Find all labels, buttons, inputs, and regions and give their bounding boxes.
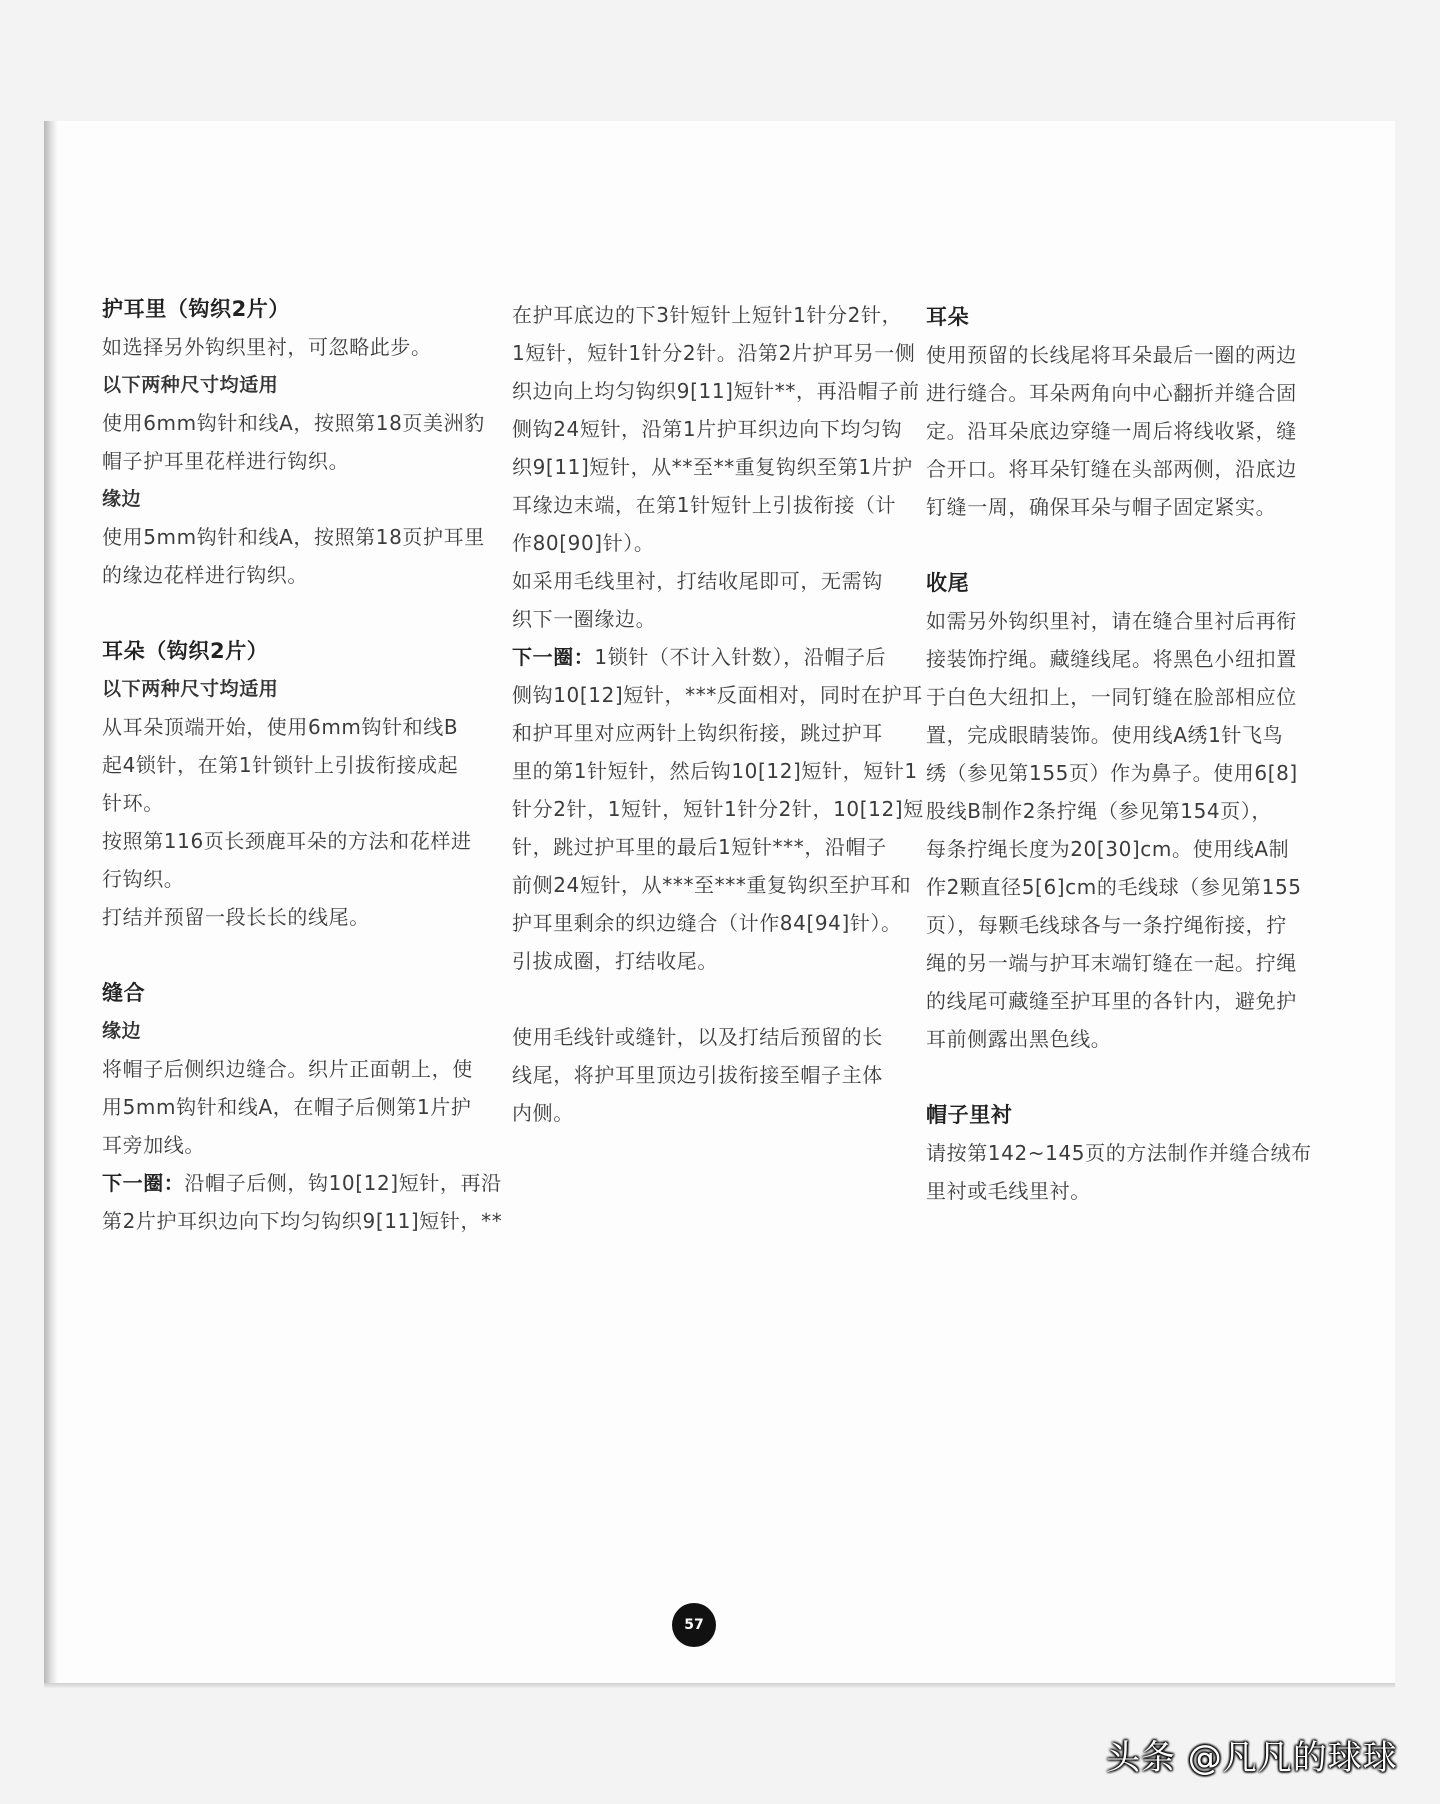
- text-line: [926, 640, 1336, 678]
- text-line: [926, 564, 1336, 602]
- paragraph: [926, 336, 1336, 526]
- heading: [926, 1096, 1336, 1134]
- line-text: 帽子护耳里花样进行钩织。: [102, 449, 350, 473]
- text-line: [102, 974, 512, 1012]
- heading: [926, 564, 1336, 602]
- bold-prefix: 下一圈：: [512, 645, 595, 669]
- text-line: [926, 1134, 1336, 1172]
- line-text: 耳朵: [926, 305, 970, 329]
- text-line: [512, 372, 922, 410]
- line-text: 缝合: [102, 981, 146, 1005]
- line-text: 在护耳底边的下3针短针上短针1针分2针，: [512, 303, 903, 327]
- line-text: 针分2针，1短针，短针1针分2针，10[12]短: [512, 797, 924, 821]
- text-line: [926, 982, 1336, 1020]
- column-left: [102, 290, 512, 1240]
- text-line: [102, 670, 512, 708]
- text-line: [926, 336, 1336, 374]
- line-text: 将帽子后侧织边缝合。织片正面朝上，使: [102, 1057, 473, 1081]
- line-text: 侧钩10[12]短针，***反面相对，同时在护耳: [512, 683, 923, 707]
- text-line: [512, 942, 922, 980]
- text-line: [512, 600, 922, 638]
- line-text: 织边向上均匀钩织9[11]短针**，再沿帽子前: [512, 379, 920, 403]
- paragraph: [102, 822, 512, 898]
- line-text: 缘边: [102, 488, 142, 510]
- section: [926, 564, 1336, 1058]
- line-text: 第2片护耳织边向下均匀钩织9[11]短针，**: [102, 1209, 503, 1233]
- paragraph: [102, 518, 512, 594]
- paragraph: [512, 296, 922, 562]
- line-text: 1锁针（不计入针数），沿帽子后: [594, 645, 887, 669]
- line-text: 针，跳过护耳里的最后1短针***，沿帽子: [512, 835, 887, 859]
- line-text: 耳缘边末端，在第1针短针上引拔衔接（计: [512, 493, 897, 517]
- line-text: 织9[11]短针，从**至**重复钩织至第1片护: [512, 455, 913, 479]
- bold-prefix: 下一圈：: [102, 1171, 185, 1195]
- line-text: 耳前侧露出黑色线。: [926, 1027, 1112, 1051]
- line-text: 内侧。: [512, 1101, 574, 1125]
- text-line: [102, 1088, 512, 1126]
- text-line: [926, 754, 1336, 792]
- line-text: 护耳里（钩织2片）: [102, 297, 291, 321]
- line-text: 股线B制作2条拧绳（参见第154页），: [926, 799, 1273, 823]
- text-line: [926, 1172, 1336, 1210]
- section: [512, 1018, 922, 1132]
- line-text: 如需另外钩织里衬，请在缝合里衬后再衔: [926, 609, 1297, 633]
- line-text: 使用预留的长线尾将耳朵最后一圈的两边: [926, 343, 1297, 367]
- text-line: [926, 716, 1336, 754]
- section: [102, 974, 512, 1240]
- line-text: 和护耳里对应两针上钩织衔接，跳过护耳: [512, 721, 883, 745]
- text-line: [102, 1050, 512, 1088]
- text-line: [102, 860, 512, 898]
- column-middle: [512, 296, 922, 1132]
- paragraph: [102, 708, 512, 822]
- section: [926, 298, 1336, 526]
- paragraph: [102, 898, 512, 936]
- line-text: 使用5mm钩针和线A，按照第18页护耳里: [102, 525, 485, 549]
- line-text: 于白色大纽扣上，一同钉缝在脸部相应位: [926, 685, 1297, 709]
- text-line: [102, 708, 512, 746]
- text-line: [512, 524, 922, 562]
- text-line: [102, 366, 512, 404]
- subheading: [102, 670, 512, 708]
- text-line: [102, 480, 512, 518]
- text-line: [102, 328, 512, 366]
- subheading: [102, 366, 512, 404]
- line-text: 的线尾可藏缝至护耳里的各针内，避免护: [926, 989, 1297, 1013]
- text-line: [512, 676, 922, 714]
- line-text: 耳朵（钩织2片）: [102, 639, 269, 663]
- line-text: 沿帽子后侧，钩10[12]短针，再沿: [184, 1171, 502, 1195]
- line-text: 定。沿耳朵底边穿缝一周后将线收紧，缝: [926, 419, 1297, 443]
- watermark: 头条 @凡凡的球球: [1106, 1738, 1398, 1778]
- text-line: [926, 906, 1336, 944]
- text-line: [102, 1012, 512, 1050]
- text-line: [512, 486, 922, 524]
- line-text: 请按第142~145页的方法制作并缝合绒布: [926, 1141, 1312, 1165]
- paragraph: [926, 602, 1336, 1058]
- text-line: [102, 632, 512, 670]
- line-text: 线尾，将护耳里顶边引拔衔接至帽子主体: [512, 1063, 883, 1087]
- text-line: [512, 562, 922, 600]
- section: [512, 296, 922, 980]
- line-text: 合开口。将耳朵钉缝在头部两侧，沿底边: [926, 457, 1297, 481]
- paragraph: [512, 638, 922, 980]
- text-line: [512, 866, 922, 904]
- subheading: [102, 480, 512, 518]
- column-right: [926, 298, 1336, 1210]
- line-text: 前侧24短针，从***至***重复钩织至护耳和: [512, 873, 912, 897]
- line-text: 以下两种尺寸均适用: [102, 374, 279, 396]
- text-line: [102, 404, 512, 442]
- line-text: 用5mm钩针和线A，在帽子后侧第1片护: [102, 1095, 472, 1119]
- text-line: [512, 410, 922, 448]
- line-text: 引拔成圈，打结收尾。: [512, 949, 718, 973]
- line-text: 钉缝一周，确保耳朵与帽子固定紧实。: [926, 495, 1277, 519]
- text-line: [102, 1126, 512, 1164]
- text-line: [512, 334, 922, 372]
- text-line: [102, 1164, 512, 1202]
- line-text: 打结并预留一段长长的线尾。: [102, 905, 370, 929]
- text-line: [512, 714, 922, 752]
- text-line: [102, 746, 512, 784]
- text-line: [512, 1056, 922, 1094]
- paragraph: [512, 562, 922, 638]
- line-text: 如选择另外钩织里衬，可忽略此步。: [102, 335, 432, 359]
- page-binding-shadow: [44, 121, 58, 1687]
- line-text: 侧钩24短针，沿第1片护耳织边向下均匀钩: [512, 417, 903, 441]
- text-line: [102, 556, 512, 594]
- line-text: 起4锁针，在第1针锁针上引拔衔接成起: [102, 753, 459, 777]
- line-text: 页），每颗毛线球各与一条拧绳衔接，拧: [926, 913, 1287, 937]
- paragraph: [102, 328, 512, 366]
- line-text: 绳的另一端与护耳末端钉缝在一起。拧绳: [926, 951, 1297, 975]
- heading: [102, 632, 512, 670]
- line-text: 作2颗直径5[6]cm的毛线球（参见第155: [926, 875, 1302, 899]
- text-line: [102, 898, 512, 936]
- text-line: [102, 290, 512, 328]
- text-line: [102, 822, 512, 860]
- line-text: 从耳朵顶端开始，使用6mm钩针和线B: [102, 715, 459, 739]
- text-line: [926, 868, 1336, 906]
- text-line: [512, 904, 922, 942]
- text-line: [512, 790, 922, 828]
- text-line: [102, 442, 512, 480]
- page-bottom-edge: [44, 1683, 1395, 1688]
- line-text: 针环。: [102, 791, 164, 815]
- text-line: [512, 1094, 922, 1132]
- line-text: 每条拧绳长度为20[30]cm。使用线A制: [926, 837, 1290, 861]
- line-text: 以下两种尺寸均适用: [102, 678, 279, 700]
- line-text: 绣（参见第155页）作为鼻子。使用6[8]: [926, 761, 1298, 785]
- page-number-badge: 57: [672, 1603, 716, 1647]
- line-text: 耳旁加线。: [102, 1133, 205, 1157]
- text-line: [512, 448, 922, 486]
- heading: [926, 298, 1336, 336]
- text-line: [926, 678, 1336, 716]
- paragraph: [926, 1134, 1336, 1210]
- text-line: [926, 830, 1336, 868]
- section: [102, 632, 512, 936]
- section: [102, 290, 512, 594]
- text-line: [926, 488, 1336, 526]
- text-line: [926, 298, 1336, 336]
- line-text: 置，完成眼睛装饰。使用线A绣1针飞鸟: [926, 723, 1284, 747]
- line-text: 使用6mm钩针和线A，按照第18页美洲豹: [102, 411, 485, 435]
- text-line: [102, 784, 512, 822]
- line-text: 的缘边花样进行钩织。: [102, 563, 308, 587]
- text-line: [102, 1202, 512, 1240]
- text-line: [512, 752, 922, 790]
- text-line: [102, 518, 512, 556]
- paragraph: [102, 404, 512, 480]
- text-line: [512, 638, 922, 676]
- text-line: [926, 1020, 1336, 1058]
- line-text: 作80[90]针）。: [512, 531, 655, 555]
- text-line: [926, 1096, 1336, 1134]
- line-text: 1短针，短针1针分2针。沿第2片护耳另一侧: [512, 341, 916, 365]
- section: [926, 1096, 1336, 1210]
- text-line: [512, 296, 922, 334]
- text-line: [926, 374, 1336, 412]
- line-text: 使用毛线针或缝针，以及打结后预留的长: [512, 1025, 883, 1049]
- paragraph: [512, 1018, 922, 1132]
- line-text: 织下一圈缘边。: [512, 607, 657, 631]
- line-text: 缘边: [102, 1020, 142, 1042]
- paragraph: [102, 1164, 512, 1240]
- line-text: 按照第116页长颈鹿耳朵的方法和花样进: [102, 829, 472, 853]
- text-line: [926, 602, 1336, 640]
- text-line: [512, 1018, 922, 1056]
- line-text: 收尾: [926, 571, 970, 595]
- text-line: [926, 450, 1336, 488]
- line-text: 行钩织。: [102, 867, 185, 891]
- subheading: [102, 1012, 512, 1050]
- paragraph: [102, 1050, 512, 1164]
- line-text: 护耳里剩余的织边缝合（计作84[94]针）。: [512, 911, 902, 935]
- line-text: 接装饰拧绳。藏缝线尾。将黑色小纽扣置: [926, 647, 1297, 671]
- line-text: 里衬或毛线里衬。: [926, 1179, 1091, 1203]
- line-text: 进行缝合。耳朵两角向中心翻折并缝合固: [926, 381, 1297, 405]
- text-line: [512, 828, 922, 866]
- line-text: 帽子里衬: [926, 1103, 1013, 1127]
- text-line: [926, 412, 1336, 450]
- line-text: 里的第1针短针，然后钩10[12]短针，短针1: [512, 759, 918, 783]
- text-line: [926, 792, 1336, 830]
- text-line: [926, 944, 1336, 982]
- heading: [102, 974, 512, 1012]
- heading: [102, 290, 512, 328]
- line-text: 如采用毛线里衬，打结收尾即可，无需钩: [512, 569, 883, 593]
